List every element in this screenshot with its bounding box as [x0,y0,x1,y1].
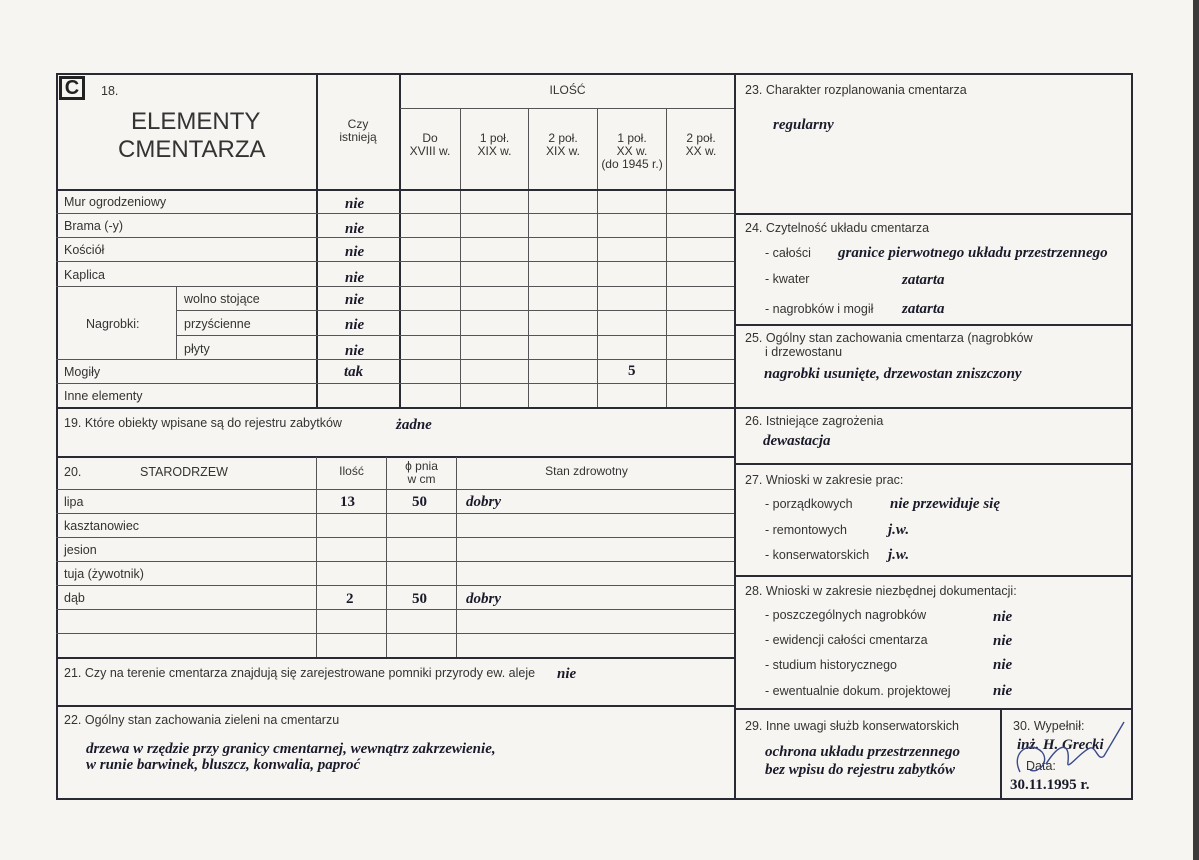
line [734,575,1133,577]
line [399,73,401,408]
tree-qty: 2 [346,591,354,607]
s30-label: 30. Wypełnił: [1013,719,1085,733]
s27-item-label: - remontowych [765,523,847,537]
s30-date-label: Data: [1026,759,1056,773]
line [734,213,1133,215]
s27-item-value: nie przewiduje się [890,496,1001,512]
element-exists: nie [345,270,365,286]
line [56,537,736,538]
line [176,335,736,336]
s28-item-value: nie [993,683,1013,699]
s29-label: 29. Inne uwagi służb konserwatorskich [745,719,960,733]
s29-line2: bez wpisu do rejestru zabytków [765,762,956,778]
line [56,237,736,238]
s19-value: żadne [396,417,432,433]
header-period-5: 2 poł. XX w. [685,131,717,158]
s24-item-label: - całości [765,246,811,260]
s21-label: 21. Czy na terenie cmentarza znajdują się zarejestrowane pomniki przyrody ew. aleje [64,666,536,680]
line [56,213,736,214]
s21-value: nie [557,666,577,682]
tree-name: kasztanowiec [64,519,140,533]
line [56,633,736,634]
tree-name: jesion [64,543,97,557]
s20-col-qty: Ilość [339,464,364,478]
s26-label: 26. Istniejące zagrożenia [745,414,884,428]
s27-item-label: - porządkowych [765,497,853,511]
section-number: 18. [101,84,119,98]
element-label: Mur ogrodzeniowy [64,195,167,209]
line [56,383,736,384]
header-period-4: 1 poł. XX w. (do 1945 r.) [601,131,663,171]
s26-value: dewastacja [763,433,831,449]
scan-edge [1193,0,1199,860]
line [734,463,1133,465]
line [734,407,1133,409]
line [56,359,736,360]
line [386,457,387,657]
s23-label: 23. Charakter rozplanowania cmentarza [745,83,967,97]
s24-item-value: zatarta [902,301,945,317]
line [56,657,736,659]
s23-value: regularny [773,117,834,133]
header-exists: Czy istnieją [339,117,377,144]
s27-label: 27. Wnioski w zakresie prac: [745,473,904,487]
element-label: Kościół [64,243,105,257]
tree-diam: 50 [412,494,427,510]
s28-item-value: nie [993,633,1013,649]
header-period-1: Do XVIII w. [409,131,451,158]
s27-item-label: - konserwatorskich [765,548,870,562]
s20-number: 20. [64,465,82,479]
s19-label: 19. Które obiekty wpisane są do rejestru zabytków [64,416,342,430]
s25-label-1: 25. Ogólny stan zachowania cmentarza (nagrobków [745,331,1033,345]
line [56,585,736,586]
section-title-2: CMENTARZA [118,136,266,163]
nagrobki-label: Nagrobki: [86,317,140,331]
s28-item-value: nie [993,657,1013,673]
s24-label: 24. Czytelność układu cmentarza [745,221,930,235]
line [734,324,1133,326]
line [56,286,736,287]
element-label: przyścienne [184,317,251,331]
line [56,407,736,409]
line [56,513,736,514]
element-exists: nie [345,221,365,237]
element-label: Mogiły [64,365,101,379]
s30-name: inż. H. Grecki [1017,737,1104,753]
element-exists: tak [344,364,364,380]
line [176,286,177,359]
s28-item-label: - ewidencji całości cmentarza [765,633,928,647]
tree-health: dobry [466,591,501,607]
s30-date: 30.11.1995 r. [1010,777,1090,793]
line [176,310,736,311]
line [56,261,736,262]
line [56,705,736,707]
s29-line1: ochrona układu przestrzennego [765,744,961,760]
s28-label: 28. Wnioski w zakresie niezbędnej dokumentacji: [745,584,1017,598]
element-exists: nie [345,317,365,333]
header-quantity: ILOŚĆ [549,83,586,97]
s28-item-value: nie [993,609,1013,625]
element-label: wolno stojące [184,292,260,306]
s25-value: nagrobki usunięte, drzewostan zniszczony [764,366,1022,382]
tree-diam: 50 [412,591,427,607]
line [316,457,317,657]
tree-name: dąb [64,591,85,605]
line [56,609,736,610]
left-frame [56,73,736,800]
s28-item-label: - studium historycznego [765,658,898,672]
s27-item-value: j.w. [888,522,910,538]
header-period-2: 1 poł. XIX w. [477,131,512,158]
s24-item-label: - kwater [765,272,810,286]
element-exists: nie [345,244,365,260]
element-label: płyty [184,342,210,356]
element-exists: nie [345,343,365,359]
element-label: Inne elementy [64,389,143,403]
signature-scribble [1000,712,1130,784]
element-exists: nie [345,196,365,212]
element-label: Brama (-y) [64,219,124,233]
line [456,457,457,657]
line [56,189,736,191]
element-label: Kaplica [64,268,105,282]
s28-item-label: - ewentualnie dokum. projektowej [765,684,951,698]
s25-label-2: i drzewostanu [765,345,843,359]
s20-col-diam: ϕ pnia w cm [405,459,438,486]
s28-item-label: - poszczególnych nagrobków [765,608,927,622]
s27-item-value: j.w. [888,547,910,563]
tree-qty: 13 [340,494,355,510]
s20-title: STARODRZEW [140,465,228,479]
element-exists: nie [345,292,365,308]
tree-health: dobry [466,494,501,510]
tree-name: lipa [64,495,84,509]
section-title-1: ELEMENTY [131,108,261,135]
s24-item-label: - nagrobków i mogił [765,302,874,316]
section-letter: C [64,77,80,99]
s24-item-value: zatarta [902,272,945,288]
mogily-quantity: 5 [628,363,636,379]
line [400,108,735,109]
line [56,489,736,490]
s24-item-value: granice pierwotnego układu przestrzennego [838,245,1108,261]
s22-line1: drzewa w rzędzie przy granicy cmentarnej, wewnątrz zakrzewienie, [86,741,496,757]
section-letter-box [59,76,85,100]
line [56,561,736,562]
s22-line2: w runie barwinek, bluszcz, konwalia, paproć [86,757,361,773]
header-period-3: 2 poł. XIX w. [545,131,580,158]
s20-col-health: Stan zdrowotny [545,464,628,478]
tree-name: tuja (żywotnik) [64,567,144,581]
s22-label: 22. Ogólny stan zachowania zieleni na cmentarzu [64,713,340,727]
line [734,708,1133,710]
line [56,456,736,458]
